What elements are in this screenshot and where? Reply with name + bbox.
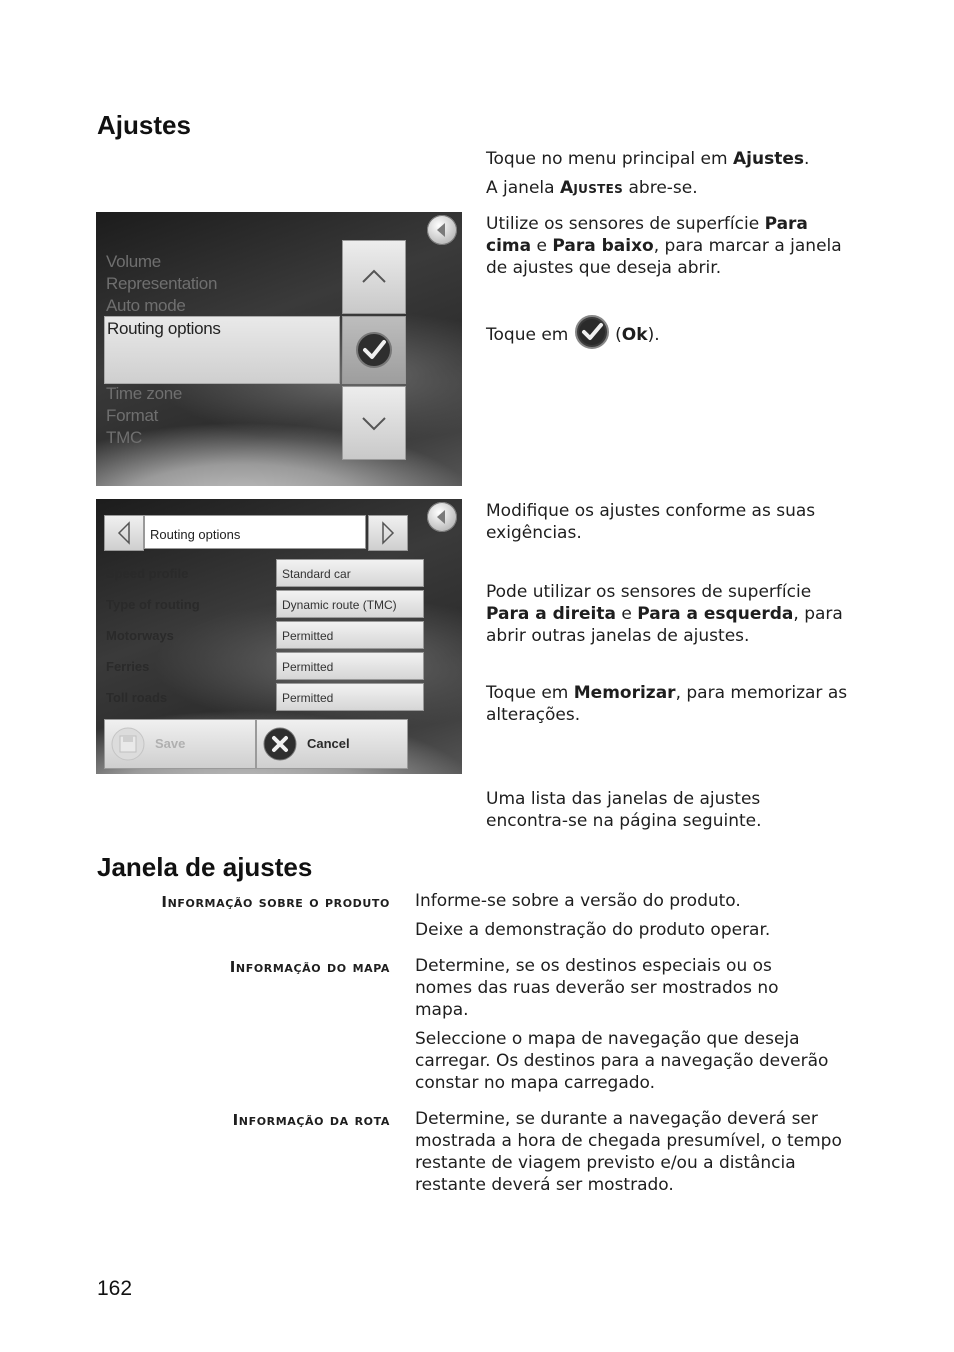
ok-button[interactable]: [342, 316, 406, 384]
text: , para memorizar as alterações.: [486, 683, 848, 725]
setting-desc: Determine, se os destinos especiais ou os nomes das ruas deverão ser mostrados no mapa.: [415, 956, 779, 1020]
menu-item-selected[interactable]: [104, 316, 340, 384]
window-name-ajustes: Ajustes: [559, 178, 624, 198]
cancel-button-label: Cancel: [307, 736, 350, 751]
menu-item-selected-label: Routing options: [107, 319, 221, 338]
section-title-janela-de-ajustes: Janela de ajustes: [97, 852, 313, 882]
text: e: [531, 236, 553, 256]
option-value-speed-profile[interactable]: Standard car: [276, 559, 424, 587]
back-button[interactable]: [427, 502, 457, 532]
ok-check-icon: [574, 314, 610, 350]
next-window-button[interactable]: [368, 515, 408, 551]
instruction-open-settings: [486, 148, 866, 170]
text: , para marcar a janela de ajustes que deseja abrir.: [486, 236, 842, 278]
text: Utilize os sensores de superfície: [486, 214, 765, 234]
setting-desc: Seleccione o mapa de navegação que deseja carregar. Os destinos para a navegação deverão constar no mapa carregado.: [415, 1029, 829, 1093]
keyword-memorizar: Memorizar: [573, 683, 676, 703]
text: .: [803, 149, 810, 169]
instruction-left-right: [486, 581, 858, 647]
save-button-label: Save: [155, 736, 186, 751]
menu-item[interactable]: Auto mode: [106, 296, 186, 315]
keyword-para-a-direita: Para a direita: [486, 604, 616, 624]
back-arrow-icon: [427, 502, 457, 532]
text: Toque no menu principal em: [486, 149, 733, 169]
setting-desc: Deixe a demonstração do produto operar.: [415, 920, 771, 940]
option-label: Speed profile: [106, 566, 189, 581]
instruction-list-next-page: Uma lista das janelas de ajustes encontra-se na página seguinte.: [486, 789, 762, 831]
chevron-down-icon: [343, 387, 405, 459]
scroll-up-button[interactable]: [342, 240, 406, 314]
text: Toque em: [486, 325, 574, 345]
text: ).: [647, 325, 660, 345]
page-number: 162: [97, 1277, 133, 1300]
scroll-down-button[interactable]: [342, 386, 406, 460]
setting-name-product-info: Informação sobre o produto: [161, 893, 390, 911]
back-button[interactable]: [427, 215, 457, 245]
text: Toque em: [486, 683, 574, 703]
keyword-para-baixo: Para baixo: [552, 236, 654, 256]
instruction-modify: Modifique os ajustes conforme as suas exigências.: [486, 501, 816, 543]
keyword-ajustes: Ajustes: [732, 149, 804, 169]
instruction-save: [486, 682, 858, 726]
settings-menu-screenshot: [96, 212, 462, 486]
menu-item[interactable]: Time zone: [106, 384, 183, 403]
option-label: Type of routing: [106, 597, 200, 612]
menu-item[interactable]: Format: [106, 406, 159, 425]
menu-item[interactable]: TMC: [106, 428, 142, 447]
setting-desc: Determine, se durante a navegação deverá ser mostrada a hora de chegada presumível, o tempo restante de viagem previsto e/ou a distância restante deverá ser mostrado.: [415, 1109, 842, 1195]
instruction-up-down: [486, 213, 858, 279]
option-value-motorways[interactable]: Permitted: [276, 621, 424, 649]
option-value-toll-roads[interactable]: Permitted: [276, 683, 424, 711]
check-icon: [343, 317, 405, 383]
text: , para abrir outras janelas de ajustes.: [486, 604, 843, 646]
keyword-ok: Ok: [621, 325, 648, 345]
keyword-para-a-esquerda: Para a esquerda: [637, 604, 794, 624]
option-label: Motorways: [106, 628, 174, 643]
floppy-disk-icon: [111, 727, 145, 761]
instruction-tap-ok: [486, 314, 866, 352]
cancel-button[interactable]: [256, 719, 408, 769]
option-value-type-of-routing[interactable]: Dynamic route (TMC): [276, 590, 424, 618]
text: A janela: [486, 178, 560, 198]
chevron-right-icon: [369, 516, 407, 550]
setting-name-route-info: Informação da rota: [232, 1111, 390, 1129]
previous-window-button[interactable]: [104, 515, 144, 551]
keyword-para-cima: Para cima: [486, 214, 808, 256]
menu-item[interactable]: Volume: [106, 252, 161, 271]
setting-name-map-info: Informação do mapa: [229, 958, 390, 976]
text: (: [609, 325, 622, 345]
routing-options-screenshot: [96, 499, 462, 774]
chevron-left-icon: [105, 516, 143, 550]
text: abre-se.: [623, 178, 698, 198]
back-arrow-icon: [427, 215, 457, 245]
text: Pode utilizar os sensores de superfície: [486, 582, 812, 602]
section-title-ajustes: Ajustes: [97, 110, 191, 140]
save-button[interactable]: [104, 719, 256, 769]
instruction-window-opens: [486, 177, 866, 199]
setting-desc: Informe-se sobre a versão do produto.: [415, 891, 741, 911]
menu-item[interactable]: Representation: [106, 274, 218, 293]
cancel-x-icon: [263, 727, 297, 761]
option-label: Ferries: [106, 659, 150, 674]
chevron-up-icon: [343, 241, 405, 313]
option-label: Toll roads: [106, 690, 168, 705]
option-value-ferries[interactable]: Permitted: [276, 652, 424, 680]
text: e: [615, 604, 638, 624]
window-title: Routing options: [144, 515, 366, 549]
